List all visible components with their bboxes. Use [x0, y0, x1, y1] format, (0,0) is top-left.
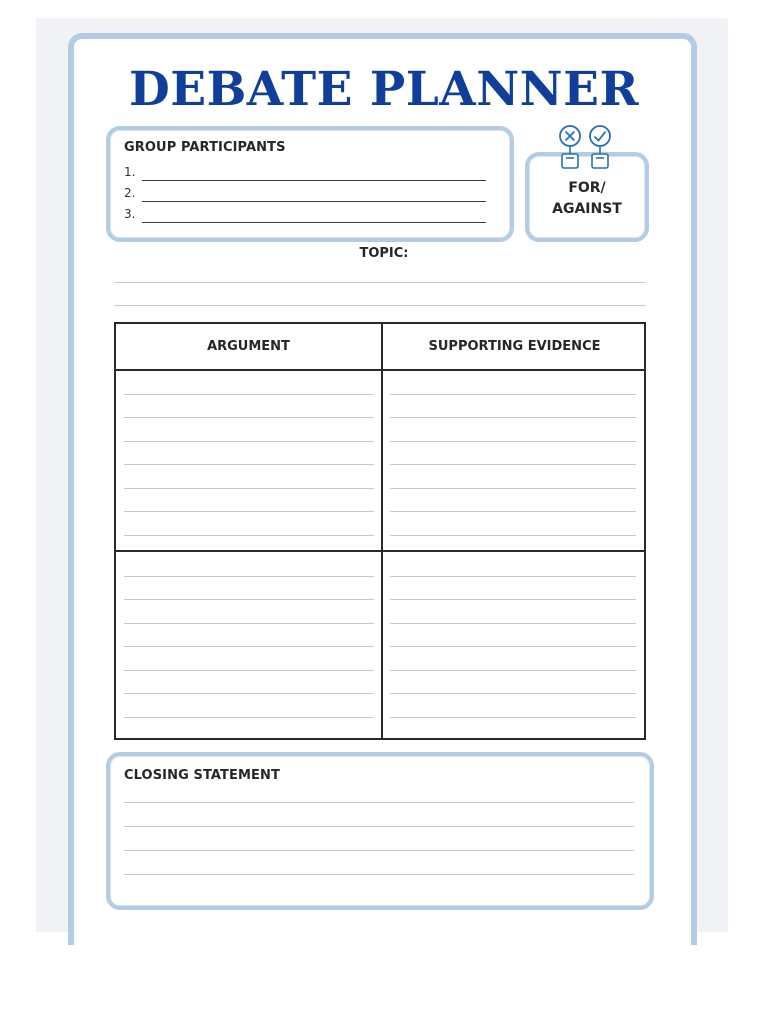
for-against-label: [529, 178, 645, 220]
participant-line-3[interactable]: [142, 222, 486, 223]
evidence-line-s1-4[interactable]: [390, 464, 636, 465]
closing-line-1[interactable]: [124, 802, 634, 803]
closing-line-3[interactable]: [124, 850, 634, 851]
argument-line-s2-1[interactable]: [124, 576, 374, 577]
evidence-line-s2-3[interactable]: [390, 623, 636, 624]
evidence-line-s2-6[interactable]: [390, 693, 636, 694]
page-title: DEBATE PLANNER: [128, 62, 640, 117]
argument-line-s2-7[interactable]: [124, 717, 374, 718]
evidence-line-s1-2[interactable]: [390, 417, 636, 418]
column-divider: [381, 324, 383, 738]
closing-line-2[interactable]: [124, 826, 634, 827]
argument-line-s1-2[interactable]: [124, 417, 374, 418]
hand-holding-sign-icon: [562, 146, 608, 168]
argument-header: ARGUMENT: [207, 339, 290, 354]
evidence-line-s2-4[interactable]: [390, 646, 636, 647]
participant-number-3: 3.: [124, 207, 136, 221]
argument-line-s2-3[interactable]: [124, 623, 374, 624]
argument-line-s1-1[interactable]: [124, 394, 374, 395]
evidence-line-s2-5[interactable]: [390, 670, 636, 671]
header-divider: [116, 369, 644, 371]
topic-line-2[interactable]: [114, 305, 646, 306]
evidence-line-s1-5[interactable]: [390, 488, 636, 489]
participant-number-1: 1.: [124, 165, 136, 179]
argument-line-s1-4[interactable]: [124, 464, 374, 465]
topic-label: TOPIC:: [359, 246, 409, 261]
evidence-line-s1-1[interactable]: [390, 394, 636, 395]
group-participants-box: [106, 126, 514, 242]
closing-statement-box: [106, 752, 654, 910]
evidence-line-s1-3[interactable]: [390, 441, 636, 442]
for-against-icons: [553, 122, 619, 178]
argument-line-s2-2[interactable]: [124, 599, 374, 600]
participants-heading: GROUP PARTICIPANTS: [124, 140, 286, 155]
check-circle-icon: [590, 126, 610, 146]
for-label: FOR/: [568, 180, 606, 196]
argument-line-s2-4[interactable]: [124, 646, 374, 647]
participant-number-2: 2.: [124, 186, 136, 200]
closing-line-4[interactable]: [124, 874, 634, 875]
evidence-line-s2-1[interactable]: [390, 576, 636, 577]
evidence-line-s2-7[interactable]: [390, 717, 636, 718]
closing-statement-heading: CLOSING STATEMENT: [124, 768, 280, 783]
participant-line-2[interactable]: [142, 201, 486, 202]
argument-line-s1-6[interactable]: [124, 511, 374, 512]
evidence-line-s1-6[interactable]: [390, 511, 636, 512]
participant-line-1[interactable]: [142, 180, 486, 181]
against-label: AGAINST: [552, 201, 622, 217]
x-circle-icon: [560, 126, 580, 146]
argument-evidence-table: [114, 322, 646, 740]
argument-line-s1-7[interactable]: [124, 535, 374, 536]
evidence-line-s1-7[interactable]: [390, 535, 636, 536]
section-divider: [116, 550, 644, 552]
argument-line-s1-5[interactable]: [124, 488, 374, 489]
argument-line-s1-3[interactable]: [124, 441, 374, 442]
supporting-evidence-header: SUPPORTING EVIDENCE: [428, 339, 601, 354]
topic-line-1[interactable]: [114, 282, 646, 283]
evidence-line-s2-2[interactable]: [390, 599, 636, 600]
argument-line-s2-6[interactable]: [124, 693, 374, 694]
argument-line-s2-5[interactable]: [124, 670, 374, 671]
